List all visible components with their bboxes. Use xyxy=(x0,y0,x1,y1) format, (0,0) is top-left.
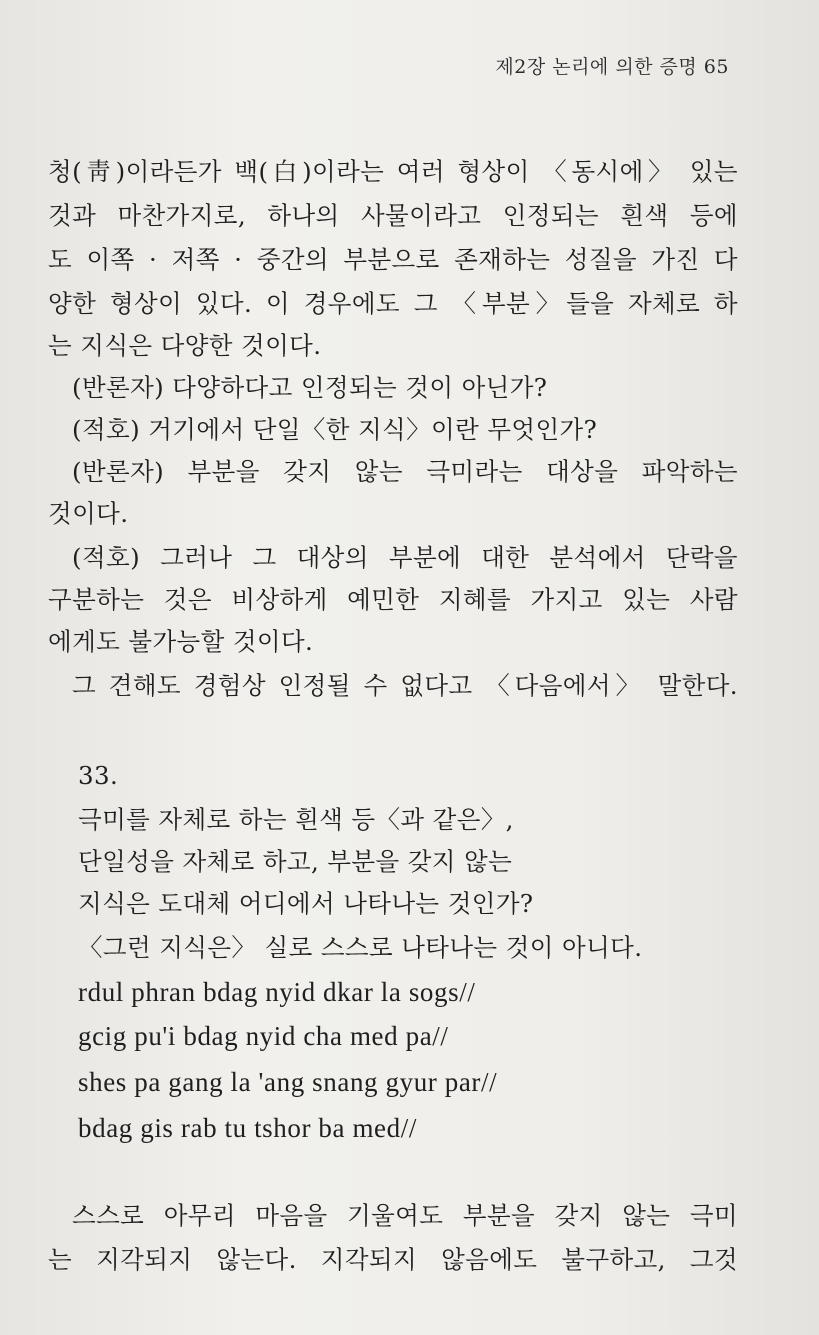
commentary-line: 는 지각되지 않는다. 지각되지 않음에도 불구하고, 그것 xyxy=(48,1245,738,1274)
commentary-line: 스스로 아무리 마음을 기울여도 부분을 갖지 않는 극미 xyxy=(72,1201,738,1230)
closing-line: 그 견해도 경험상 인정될 수 없다고 〈다음에서〉 말한다. xyxy=(72,671,738,700)
verse-korean-line: 극미를 자체로 하는 흰색 등〈과 같은〉, xyxy=(78,805,514,834)
dialogue-line: 에게도 불가능할 것이다. xyxy=(48,627,314,656)
dialogue-line: 것이다. xyxy=(48,499,129,528)
verse-tibetan-line: gcig pu'i bdag nyid cha med pa// xyxy=(78,1021,449,1051)
verse-tibetan-line: bdag gis rab tu tshor ba med// xyxy=(78,1113,417,1143)
verse-korean-line: 단일성을 자체로 하고, 부분을 갖지 않는 xyxy=(78,847,513,876)
paragraph-line: 는 지식은 다양한 것이다. xyxy=(48,331,322,360)
verse-tibetan-line: shes pa gang la 'ang snang gyur par// xyxy=(78,1067,498,1097)
paragraph-line: 청(靑)이라든가 백(白)이라는 여러 형상이 〈동시에〉 있는 xyxy=(48,157,738,186)
dialogue-line: (적호) 거기에서 단일〈한 지식〉이란 무엇인가? xyxy=(72,415,598,444)
verse-korean-line: 지식은 도대체 어디에서 나타나는 것인가? xyxy=(78,889,534,918)
dialogue-line: 구분하는 것은 비상하게 예민한 지혜를 가지고 있는 사람 xyxy=(48,585,738,614)
verse-number: 33. xyxy=(78,761,119,790)
paragraph-line: 양한 형상이 있다. 이 경우에도 그 〈부분〉들을 자체로 하 xyxy=(48,289,738,318)
paragraph-line: 도 이쪽 · 저쪽 · 중간의 부분으로 존재하는 성질을 가진 다 xyxy=(48,245,738,274)
running-head: 제2장 논리에 의한 증명 65 xyxy=(495,56,729,78)
paragraph-line: 것과 마찬가지로, 하나의 사물이라고 인정되는 흰색 등에 xyxy=(48,201,738,230)
verse-tibetan-line: rdul phran bdag nyid dkar la sogs// xyxy=(78,977,476,1007)
dialogue-line: (적호) 그러나 그 대상의 부분에 대한 분석에서 단락을 xyxy=(72,543,738,572)
dialogue-line: (반론자) 다양하다고 인정되는 것이 아닌가? xyxy=(72,373,548,402)
dialogue-line: (반론자) 부분을 갖지 않는 극미라는 대상을 파악하는 xyxy=(72,457,738,486)
verse-korean-line: 〈그런 지식은〉 실로 스스로 나타나는 것이 아니다. xyxy=(78,933,643,962)
